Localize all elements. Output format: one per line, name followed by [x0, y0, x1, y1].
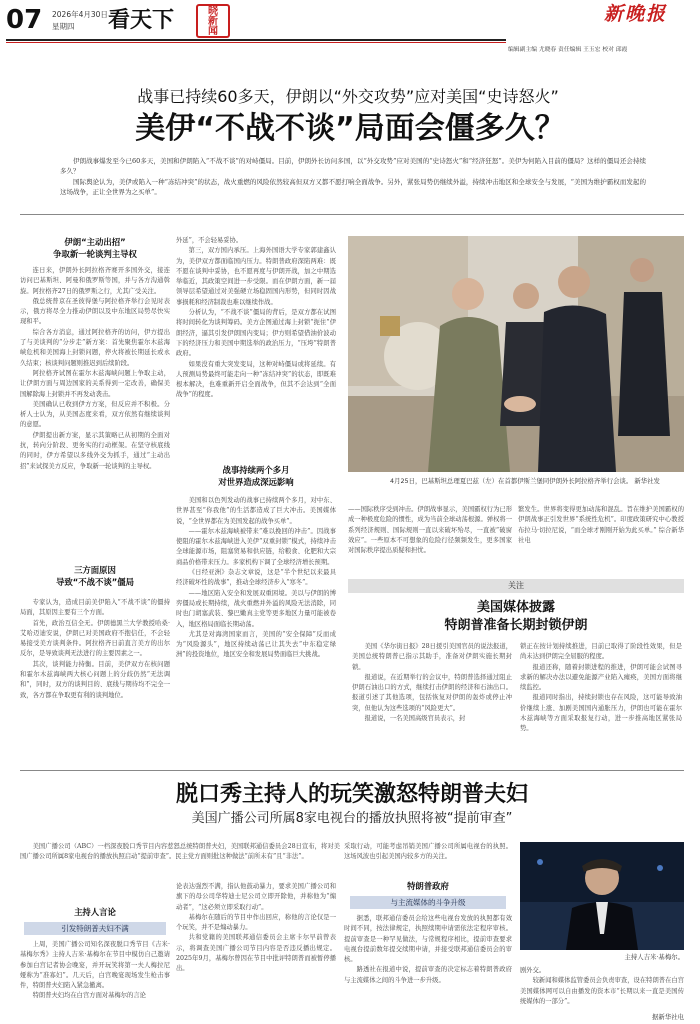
meeting-photo-illustration	[348, 236, 684, 472]
story2-headline: 脱口秀主持人的玩笑激怒特朗普夫妇	[175, 782, 528, 807]
masthead-logo: 新晚报	[604, 3, 668, 25]
section-title: 看天下	[108, 8, 175, 33]
story2-col3-text	[344, 914, 512, 1022]
side-left-p3: 报道说，一名美国高级官员表示，封	[364, 715, 466, 723]
story1-col2b-p4: ——地区陷入安全和发展双重困境。美以与伊朗的博弈僵局或长期持续，战火重燃并外溢的风险无法消除，同时也门胡塞武装、黎巴嫩真主党等更多地区力量可能被卷入，地区格局面临长期动荡。	[176, 589, 336, 628]
story1-subhead-1-line1: 伊朗“主动出招”	[64, 237, 126, 247]
story2-col2-p2: 基梅尔在随后的节目中作出回应，称他的言论仅是一个玩笑，并不是煽动暴力。	[176, 913, 336, 932]
story2-photo	[520, 842, 684, 950]
story2-subhead-1: 主持人言论	[74, 907, 116, 917]
story1-col1-text-b	[20, 598, 170, 763]
story1-subhead-3-line2: 对世界造成深远影响	[218, 477, 294, 487]
side-left-p1: 美国《华尔街日报》28日援引美国官员的说法报道，美国总统特朗普已指示其助手，准备对伊朗实施长期封锁。	[352, 643, 512, 671]
story1-subhead-3-line1: 战事持续两个多月	[222, 465, 290, 475]
story1-col2-p1: 外延”，不会轻易妥协。	[176, 237, 243, 244]
story1-subhead-2-line2: 导致“不战不谈”僵局	[55, 577, 134, 587]
story1-subhead-1-line2: 争取新一轮谈判主导权	[53, 249, 137, 259]
side-text-right	[520, 642, 682, 762]
story1-subhead-1	[20, 236, 170, 260]
side-label: 关注	[508, 581, 524, 590]
host-photo-illustration	[520, 842, 684, 950]
story2-lede: 美国广播公司（ABC）一档深夜脱口秀节目内容惹怒总统特朗普夫妇，美国联邦通信委员会28日宣布，将对美国广播公司所属8家电视台的播放执照启动“提前审查”。民主党方面则批这种做法“前所未有”且“非法”。	[20, 843, 340, 861]
page-number: 07	[6, 5, 43, 35]
story1-col2-text-b	[176, 496, 336, 764]
story2-col2-p1: 论表达强烈不满，指认他鼓动暴力，要求美国广播公司和旗下的母公司华特迪士尼公司立即开除他，并称他为“煽动者”，“这必须立即采取行动”。	[176, 883, 336, 911]
story1-col1-p6: 伊朗提出新方案，显示其策略已从初期的全面对抗，转向分阶段、更务实的行动框架。在坚守核底线的同时，伊方希望以多线外交为抓手，通过“主动出招”来试探美方反应，争取新一轮谈判的主导权。	[20, 431, 170, 470]
story1-photo-caption	[390, 476, 684, 487]
story1-below-right	[518, 505, 684, 569]
side-left-p2: 报道说，在近期举行的会议中，特朗普选择通过阻止伊朗石油出口的方式，继续打击伊朗的经济和石油出口。报道引述了其他选项，包括恢复对伊朗的轰炸或停止冲突，但他认为这些选项的“风险更大”。	[352, 673, 512, 712]
story2-lede-right: 采取行动，可能考虑吊销美国广播公司所属电视台的执照。这场风波也引起美国内较多方的关注。	[344, 843, 512, 861]
story2-banner-2: 与主流媒体的斗争升级	[350, 896, 506, 909]
story2-subhead-2: 特朗普政府	[407, 881, 449, 891]
issue-date: 2026年4月30日	[52, 10, 108, 19]
story1-col2-p2: 第三，双方国内承压。上海外国语大学专家郭建鑫认为，美伊双方都面临国内压力。特朗普政府深陷两难：既不愿在谈判中妥协，也不愿再度与伊朗开战，加之中期选举临近，其政策空间进一步受限。而在伊朗方面，新一届领导层希望通过对美强硬立场稳固国内形势，但同时因战事损耗和经济制裁也难以继续作战。	[176, 247, 336, 306]
story2-col1-text	[20, 940, 170, 1022]
side-right-p3: 报道同时指出，持续封锁也存在风险，这可能导致油价继续上涨、加剧美国国内通胀压力，伊朗也可能在霍尔木兹海峡等方面采取报复行动，进一步推高地区紧张局势。	[520, 694, 682, 733]
story2-credit: 据新华社电	[652, 1013, 684, 1021]
below-right-credit: 综合新华社电	[518, 526, 684, 544]
story1-col2b-p5: 尤其是对海湾国家而言，美国的“安全保障”反而成为“风险源头”，地区持续动荡已让其失去“中东稳定绿洲”的投资地位，地区安全和发展局势面临巨大挑战。	[176, 630, 336, 659]
story2-right-p2: 较新闻和媒体监管委员会负责审查，设在特朗普在白宫美国媒体网可以自由播发的资本市“长期以来一直是美国传统媒体的一部分”。	[520, 977, 684, 1005]
header-rule-dark	[6, 39, 506, 41]
story1-kicker: 战事已持续60多天，伊朗以“外交攻势”应对美国“史诗怒火”	[137, 87, 559, 106]
story2-col1-p1: 上周，美国广播公司知名深夜脱口秀节目《吉米·基梅尔秀》主持人吉米·基梅尔在节目中模仿自己邀请参加白宫记者协会晚宴，并开玩笑将第一夫人梅拉尼娅称为“准寡妇”。几天后，白宫晚宴现场发生枪击事件，特朗普夫妇陷入紧急撤离。	[20, 941, 170, 990]
photo-credit: 新华社发	[634, 477, 660, 485]
editors-credit: 编辑副主编 尤晓春 责任编辑 王玉宏 校对 邱霞	[508, 47, 628, 53]
story1-col1b-p3: 其次，谈判能力持衡。目前，美伊双方在核问题和霍尔木兹海峡两大核心问题上的分歧仍然“无法调和”，同时，双方的谈判目的、底线与期待均不完全一致，各方都在争取更有利的谈判地位。	[20, 660, 170, 699]
story2-top-rule	[20, 770, 684, 771]
story2-banner-1: 引发特朗普夫妇不满	[24, 922, 166, 935]
section-seal	[196, 4, 230, 38]
story1-lede-p1: 伊朗战事爆发至今已60多天，美国和伊朗陷入“不战不谈”的对峙僵局。目前，伊朗外长访问多国，以“外交攻势”应对美国的“史诗怒火”和“经济狂怒”。美伊为何陷入目前的僵局？这样的僵局还会持续多久？	[60, 157, 646, 176]
header-rule-red	[6, 42, 506, 43]
story1-divider	[20, 214, 684, 215]
story1-col2b-p2: ——霍尔木兹海峡被带来“难以挽回的冲击”。因战事使阻的霍尔木兹海峡进入美伊“双重封锁”模式，持续冲击全球能源市场，阻塞贸易和供应链，给粮食、化肥和大宗商品价格带来压力。多家机构下调了全球经济增长预期。	[176, 527, 336, 566]
side-title-1: 美国媒体披露	[476, 600, 555, 615]
photo-caption-text: 4月25日，巴基斯坦总理夏巴兹（左）在首都伊斯兰堡同伊朗外长阿拉格齐举行会谈。	[390, 477, 633, 485]
story1-subhead-3	[176, 464, 336, 488]
story1-headline: 美伊“不战不谈”局面会僵多久？	[135, 111, 565, 146]
story2-col1-p2: 特朗普夫妇均在白宫方面对基梅尔的言论	[32, 992, 146, 1000]
story1-col2-p4: 如果没有重大突发变局，这种对峙僵局或将延续。有人预测局势最终可能走向一种“冻结冲突”的状态，即既难根本解决，也难重新开启全面战争，但其不会达到“全面战争”的程度。	[176, 360, 336, 399]
story1-col2-text	[176, 236, 336, 458]
story1-subhead-2-line1: 三方面原因	[74, 565, 116, 575]
story1-col2-p3: 分析认为，“不战不谈”僵局的背后，是双方都在试图将时间转化为谈判筹码。美方企图通过海上封锁“扼住”伊朗经济，逼其引发伊朗国内变局；伊方则希望借油价波动下的经济压力和美国中期选举的政治压力，“压垮”特朗普政府。	[176, 309, 336, 358]
side-text-left	[352, 642, 512, 762]
side-title-2: 特朗普准备长期封锁伊朗	[444, 618, 588, 633]
story2-subheadline: 美国广播公司所属8家电视台的播放执照将被“提前审查”	[191, 811, 513, 826]
story1-col1-p1: 连日来，伊朗外长阿拉格齐赛开多国外交，接连访问巴基斯坦、阿曼和俄罗斯等国，并与各方沟通斡旋。阿拉格齐27日的俄罗斯之行，尤其广受关注。	[20, 267, 170, 295]
story2-col3-p2: 路透社在报道中说，提前审查的决定标志着特朗普政府与主流媒体之间的斗争进一步升级。	[344, 966, 512, 984]
story1-subhead-2	[20, 564, 170, 588]
side-right-p1: 锁正在按计划持续推进，目前已取得了阶段性效果，但是尚未达到伊朗完全屈服的程度。	[520, 643, 682, 661]
story1-col1b-p1: 专家认为，造成目前美伊陷入“不战不谈”的僵持局面，其原因主要有三个方面。	[20, 599, 170, 617]
story1-col1-text	[20, 266, 170, 551]
story1-lede-p2: 国际舆论认为，美伊或陷入一种“冻结冲突”的状态，战火重燃的风险依然较高但双方又都不愿打响全面战争。另外，紧张局势仍继续外溢，持续冲击地区和全球安全与发展，“美国为维护霸权而发起的这场战争，正让全世界为之买单”。	[60, 177, 646, 197]
story1-col1-p5: 美国确认已收到伊方方案，但反应并不积极。分析人士认为，从美国态度来看，双方依然有继续谈判的意愿。	[20, 400, 170, 429]
below-right-text: 繁发生。世界将变得更加动荡和混乱。旨在维护美国霸权的伊朗战事正引发世界“系统性危机”。印度政策研究中心教授布拉马·切拉尼说，“而全球才刚刚开始为此买单。”	[518, 506, 684, 534]
page-header	[0, 0, 700, 62]
side-right-p2: 报道还称，随着封锁进程的推进，伊朗可能会试图寻求新的解决办法以避免能源产业陷入瘫痪，美国方面将继续监控。	[520, 663, 682, 692]
story1-col1-p4: 阿拉格齐试图在霍尔木兹海峡问题上争取主动，让伊朗方面与周边国家的关系得到一定改善，确保美国解除海上封锁并不再发动袭击。	[20, 369, 170, 398]
story2-col2-p3: 共和党籍的美国联邦通信委员会主席卡尔早前曾表示，将调查美国广播公司节目内容是否违反播出规定。2025年9月，基梅尔曾因在节目中批评特朗普而被暂停播出。	[176, 934, 336, 973]
story1-col2b-p3: 《日经亚洲》杂志文章说，这是“半个世纪以来最具经济破坏性的战事”，推动全球经济步入“寒冬”。	[176, 569, 336, 587]
story1-col2b-p1: 美国和以色列发动的战事已持续两个多月，对中东、世界甚至“你我他”的生活都造成了巨大冲击。美国媒体说，“全世界都在为美国发起的战争买单”。	[176, 497, 336, 525]
story2-col2-text	[176, 882, 336, 1022]
story1-col1-p2: 俄总统普京在圣彼得堡与阿拉格齐举行会见时表示，俄方将尽全力推动伊朗以及中东地区局势尽快实现和平。	[20, 297, 170, 326]
story2-right-p1: 剧外交。	[520, 967, 546, 974]
story2-photo-caption: 主持人吉米·基梅尔。	[624, 953, 684, 961]
story1-photo	[348, 236, 684, 472]
story2-col3-p1: 据悉，联邦通信委员会给这些电视台发放的执照都有效时间不同，按法律规定，执照续期申请需依法定程序审核。提前审查是一种罕见做法，与常规程序相比，提前审查要求电视台提前数年提交续期申请，并接受联邦通信委员会的审核。	[344, 915, 512, 964]
issue-weekday: 星期四	[52, 22, 75, 31]
story1-below-left: ——国际秩序受到冲击。伊朗战事显示，美国霸权行为已形成一种极度危险的惯性，成为当前全球动荡根源。弹权将一系列经济规则、国际规则一直以来破坏殆尽，一直被“破窗效应”。一些原本不可想象的危险行径频频发生，更多国家对国际秩序提出质疑和担忧。	[348, 506, 512, 555]
story1-col1b-p2: 首先，政治互信全无。伊朗德黑兰大学教授哈桑·艾哈迈迪安说，伊朗已对美国政府不抱信任，不会轻易接受美方谈判条件。阿拉格齐日前直言美方的出尔反尔，是导致谈判无法进行的主要因素之一。	[20, 619, 170, 658]
story1-col1-p3: 综合各方消息，通过阿拉格齐的访问，伊方提出了与美谈判的“分步走”新方案：首先聚焦霍尔木兹海峡危机和美国海上封锁问题，停火将被长期延长或永久结束；核谈判问题则推迟到后续阶段。	[20, 328, 170, 367]
section-seal-text: 晓新闻	[208, 6, 218, 37]
story1-lede	[60, 156, 646, 210]
